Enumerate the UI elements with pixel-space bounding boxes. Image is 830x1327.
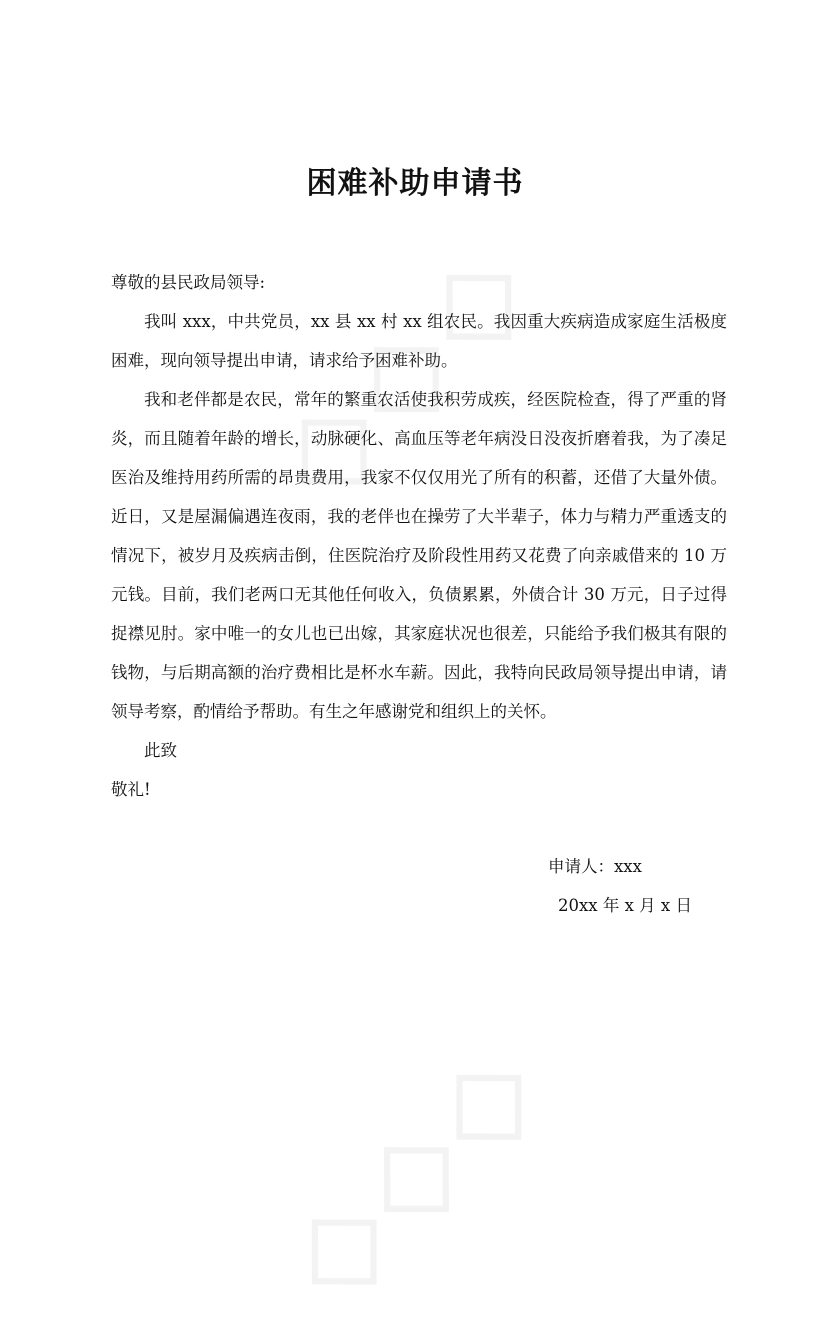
closing-phrase: 此致 — [144, 741, 177, 760]
respect-phrase: 敬礼! — [111, 780, 151, 799]
paragraph-2: 我和老伴都是农民，常年的繁重农活使我积劳成疾，经医院检查，得了严重的肾炎，而且随着年龄的增长，动脉硬化、高血压等老年病没日没夜折磨着我，为了凑足医治及维持用药所需的昂贵费用，我家不仅仅用光了所有的积蓄，还借了大量外债。近日，又是屋漏偏遇连夜雨，我的老伴也在操劳了大半辈子，体力与精力严重透支的情况下，被岁月及疾病击倒，住医院治疗及阶段性用药又花费了向亲戚借来的 10 万元钱。目前，我们老两口无其他任何收入，负债累累，外债合计 30 万元，日子过得捉襟见肘。家中唯一的女儿也已出嫁，其家庭状况也很差，只能给予我们极其有限的钱物，与后期高额的治疗费相比是杯水车薪。因此，我特向民政局领导提出申请，请领导考察，酌情给予帮助。有生之年感谢党和组织上的关怀。 — [111, 390, 727, 721]
applicant-line: 申请人：xxx — [548, 857, 642, 876]
watermark-bottom — [256, 1012, 571, 1327]
salutation: 尊敬的县民政局领导: — [111, 273, 266, 292]
signature-block — [548, 847, 692, 925]
document-title: 困难补助申请书 — [306, 166, 524, 201]
date-line: 20xx 年 x 月 x 日 — [558, 896, 692, 915]
paragraph-1: 我叫 xxx，中共党员，xx 县 xx 村 xx 组农民。我因重大疾病造成家庭生活极度困难，现向领导提出申请，请求给予困难补助。 — [111, 312, 727, 370]
document-body — [111, 263, 727, 809]
